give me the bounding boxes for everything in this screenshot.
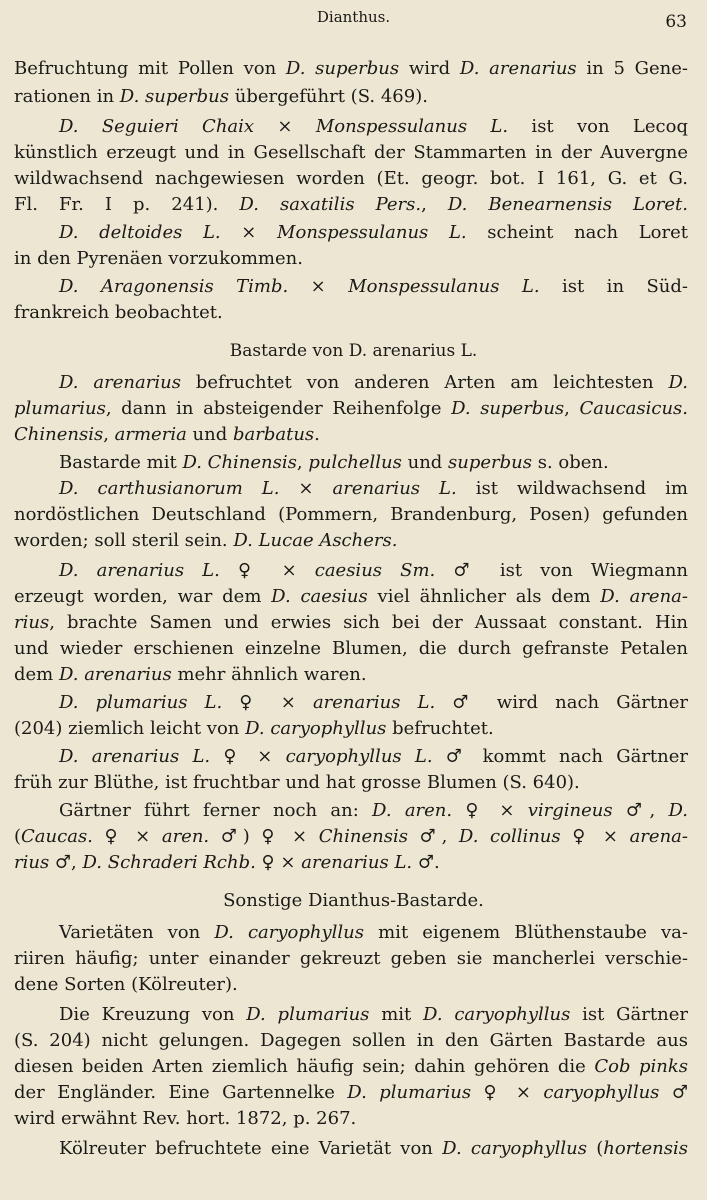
text-line: dene Sorten (Kölreuter). — [14, 974, 238, 995]
italic-run: D. arenarius — [59, 372, 181, 393]
italic-run: D. aren. — [372, 800, 453, 821]
italic-run: Monspessulanus L. — [277, 222, 467, 243]
text-line: Chinensis, armeria und barbatus. — [14, 424, 320, 445]
italic-run: D. arenarius L. — [59, 746, 211, 767]
italic-run: barbatus — [232, 424, 315, 445]
section-heading: Bastarde von D. arenarius L. — [229, 341, 478, 361]
page-number: 63 — [665, 12, 687, 32]
text-line: plumarius, dann in absteigender Reihenfolge D. superbus, Caucasicus. — [14, 398, 689, 419]
section-heading: Sonstige Dianthus-Bastarde. — [223, 890, 484, 911]
italic-run: D. arenarius — [459, 58, 577, 79]
italic-run: Monspessulanus L. — [315, 116, 509, 137]
italic-run: Cob pinks — [594, 1056, 688, 1077]
italic-run: D. arenarius L. — [59, 560, 220, 581]
italic-run: Monspessulanus L. — [348, 276, 540, 297]
text-line: früh zur Blüthe, ist fruchtbar und hat grosse Blumen (S. 640). — [14, 772, 580, 793]
italic-run: rius — [14, 612, 50, 633]
italic-run: D. arena- — [600, 586, 688, 607]
text-line: Die Kreuzung von D. plumarius mit D. caryophyllus ist Gärtner — [59, 1004, 688, 1025]
italic-run: Chinensis — [318, 826, 408, 847]
italic-run: D. caryophyllus — [423, 1004, 571, 1025]
text-line: diesen beiden Arten ziemlich häufig sein; dahin gehören die Cob pinks — [14, 1056, 688, 1077]
text-line: Kölreuter befruchtete eine Varietät von D. caryophyllus (hortensis — [59, 1138, 688, 1159]
text-line: rius, brachte Samen und erwies sich bei der Aussaat constant. Hin — [14, 612, 688, 633]
italic-run: D. caryophyllus — [442, 1138, 587, 1159]
italic-run: Chinensis — [14, 424, 104, 445]
italic-run: D. caryophyllus — [245, 718, 387, 739]
text-line: Gärtner führt ferner noch an: D. aren. ♀ × virgineus ♂, D. — [59, 800, 689, 821]
italic-run: D. Seguieri Chaix — [59, 116, 255, 137]
text-line: Befruchtung mit Pollen von D. superbus wird D. arenarius in 5 Gene- — [14, 58, 689, 79]
italic-run: D. — [668, 372, 688, 393]
text-line: und wieder erschienen einzelne Blumen, die durch gefranste Petalen — [14, 638, 688, 659]
text-line: wildwachsend nachgewiesen worden (Et. geogr. bot. I 161, G. et G. — [14, 168, 688, 189]
italic-run: D. Chinensis — [182, 452, 297, 473]
italic-run: D. plumarius — [246, 1004, 370, 1025]
italic-run: arena- — [629, 826, 688, 847]
italic-run: rius — [14, 852, 50, 873]
italic-run: hortensis — [603, 1138, 688, 1159]
italic-run: D. Benearnensis Loret. — [447, 194, 688, 215]
italic-run: D. superbus — [119, 86, 229, 107]
italic-run: armeria — [114, 424, 187, 445]
italic-run: caesius Sm. — [314, 560, 436, 581]
italic-run: pulchellus — [308, 452, 402, 473]
text-line: D. Aragonensis Timb. × Monspessulanus L. ist in Süd- — [59, 276, 688, 297]
italic-run: arenarius L. — [301, 852, 413, 873]
text-line: künstlich erzeugt und in Gesellschaft der Stammarten in der Auvergne — [14, 142, 688, 163]
italic-run: arenarius L. — [312, 692, 436, 713]
italic-run: D. caesius — [271, 586, 368, 607]
italic-run: arenarius L. — [332, 478, 457, 499]
italic-run: virgineus — [527, 800, 613, 821]
text-line: worden; soll steril sein. D. Lucae Aschers. — [14, 530, 398, 551]
italic-run: D. Schraderi Rchb. — [82, 852, 256, 873]
text-line: erzeugt worden, war dem D. caesius viel ähnlicher als dem D. arena- — [14, 586, 688, 607]
text-line: Fl. Fr. I p. 241). D. saxatilis Pers., D. Benearnensis Loret. — [14, 194, 688, 215]
italic-run: D. collinus — [458, 826, 561, 847]
italic-run: D. caryophyllus — [214, 922, 365, 943]
text-line: D. Seguieri Chaix × Monspessulanus L. ist von Lecoq — [59, 116, 688, 137]
italic-run: D. saxatilis Pers. — [239, 194, 422, 215]
italic-run: plumarius — [14, 398, 106, 419]
text-line: dem D. arenarius mehr ähnlich waren. — [14, 664, 367, 685]
text-line: D. carthusianorum L. × arenarius L. ist wildwachsend im — [59, 478, 689, 499]
italic-run: D. carthusianorum L. — [59, 478, 280, 499]
text-line: wird erwähnt Rev. hort. 1872, p. 267. — [14, 1108, 357, 1129]
text-line: frankreich beobachtet. — [14, 302, 223, 323]
text-line: der Engländer. Eine Gartennelke D. plumarius ♀ × caryophyllus ♂ — [14, 1082, 688, 1103]
italic-run: D. — [668, 800, 689, 821]
text-line: rationen in D. superbus übergeführt (S. 469). — [14, 86, 428, 107]
text-line: D. deltoides L. × Monspessulanus L. scheint nach Loret — [59, 222, 688, 243]
text-line: rius ♂, D. Schraderi Rchb. ♀ × arenarius L. ♂. — [14, 852, 440, 873]
italic-run: D. arenarius — [58, 664, 172, 685]
text-line: in den Pyrenäen vorzukommen. — [14, 248, 303, 269]
italic-run: caryophyllus — [543, 1082, 660, 1103]
text-line: (Caucas. ♀ × aren. ♂) ♀ × Chinensis ♂, D. collinus ♀ × arena- — [14, 826, 688, 847]
italic-run: caryophyllus L. — [285, 746, 433, 767]
italic-run: D. Lucae Aschers. — [233, 530, 398, 551]
text-line: nordöstlichen Deutschland (Pommern, Brandenburg, Posen) gefunden — [14, 504, 688, 525]
italic-run: aren. — [161, 826, 210, 847]
italic-run: Caucas. — [21, 826, 93, 847]
text-line: D. arenarius befruchtet von anderen Arten am leichtesten D. — [59, 372, 688, 393]
text-line: D. arenarius L. ♀ × caryophyllus L. ♂ kommt nach Gärtner — [59, 746, 689, 767]
italic-run: Caucasicus. — [579, 398, 689, 419]
text-line: Bastarde mit D. Chinensis, pulchellus und superbus s. oben. — [59, 452, 609, 473]
text-line: Varietäten von D. caryophyllus mit eigenem Blüthenstaube va- — [59, 922, 688, 943]
text-line: riiren häufig; unter einander gekreuzt geben sie mancherlei verschie- — [14, 948, 688, 969]
italic-run: D. superbus — [451, 398, 565, 419]
text-line: (S. 204) nicht gelungen. Dagegen sollen in den Gärten Bastarde aus — [14, 1030, 688, 1051]
italic-run: D. plumarius — [347, 1082, 472, 1103]
running-head: Dianthus. — [316, 8, 391, 26]
italic-run: superbus — [448, 452, 533, 473]
italic-run: D. deltoides L. — [59, 222, 221, 243]
text-line: D. arenarius L. ♀ × caesius Sm. ♂ ist von Wiegmann — [59, 560, 689, 581]
text-line: (204) ziemlich leicht von D. caryophyllus befruchtet. — [14, 718, 494, 739]
italic-run: D. Aragonensis Timb. — [59, 276, 289, 297]
italic-run: D. superbus — [285, 58, 400, 79]
text-line: D. plumarius L. ♀ × arenarius L. ♂ wird nach Gärtner — [59, 692, 688, 713]
italic-run: D. plumarius L. — [59, 692, 223, 713]
